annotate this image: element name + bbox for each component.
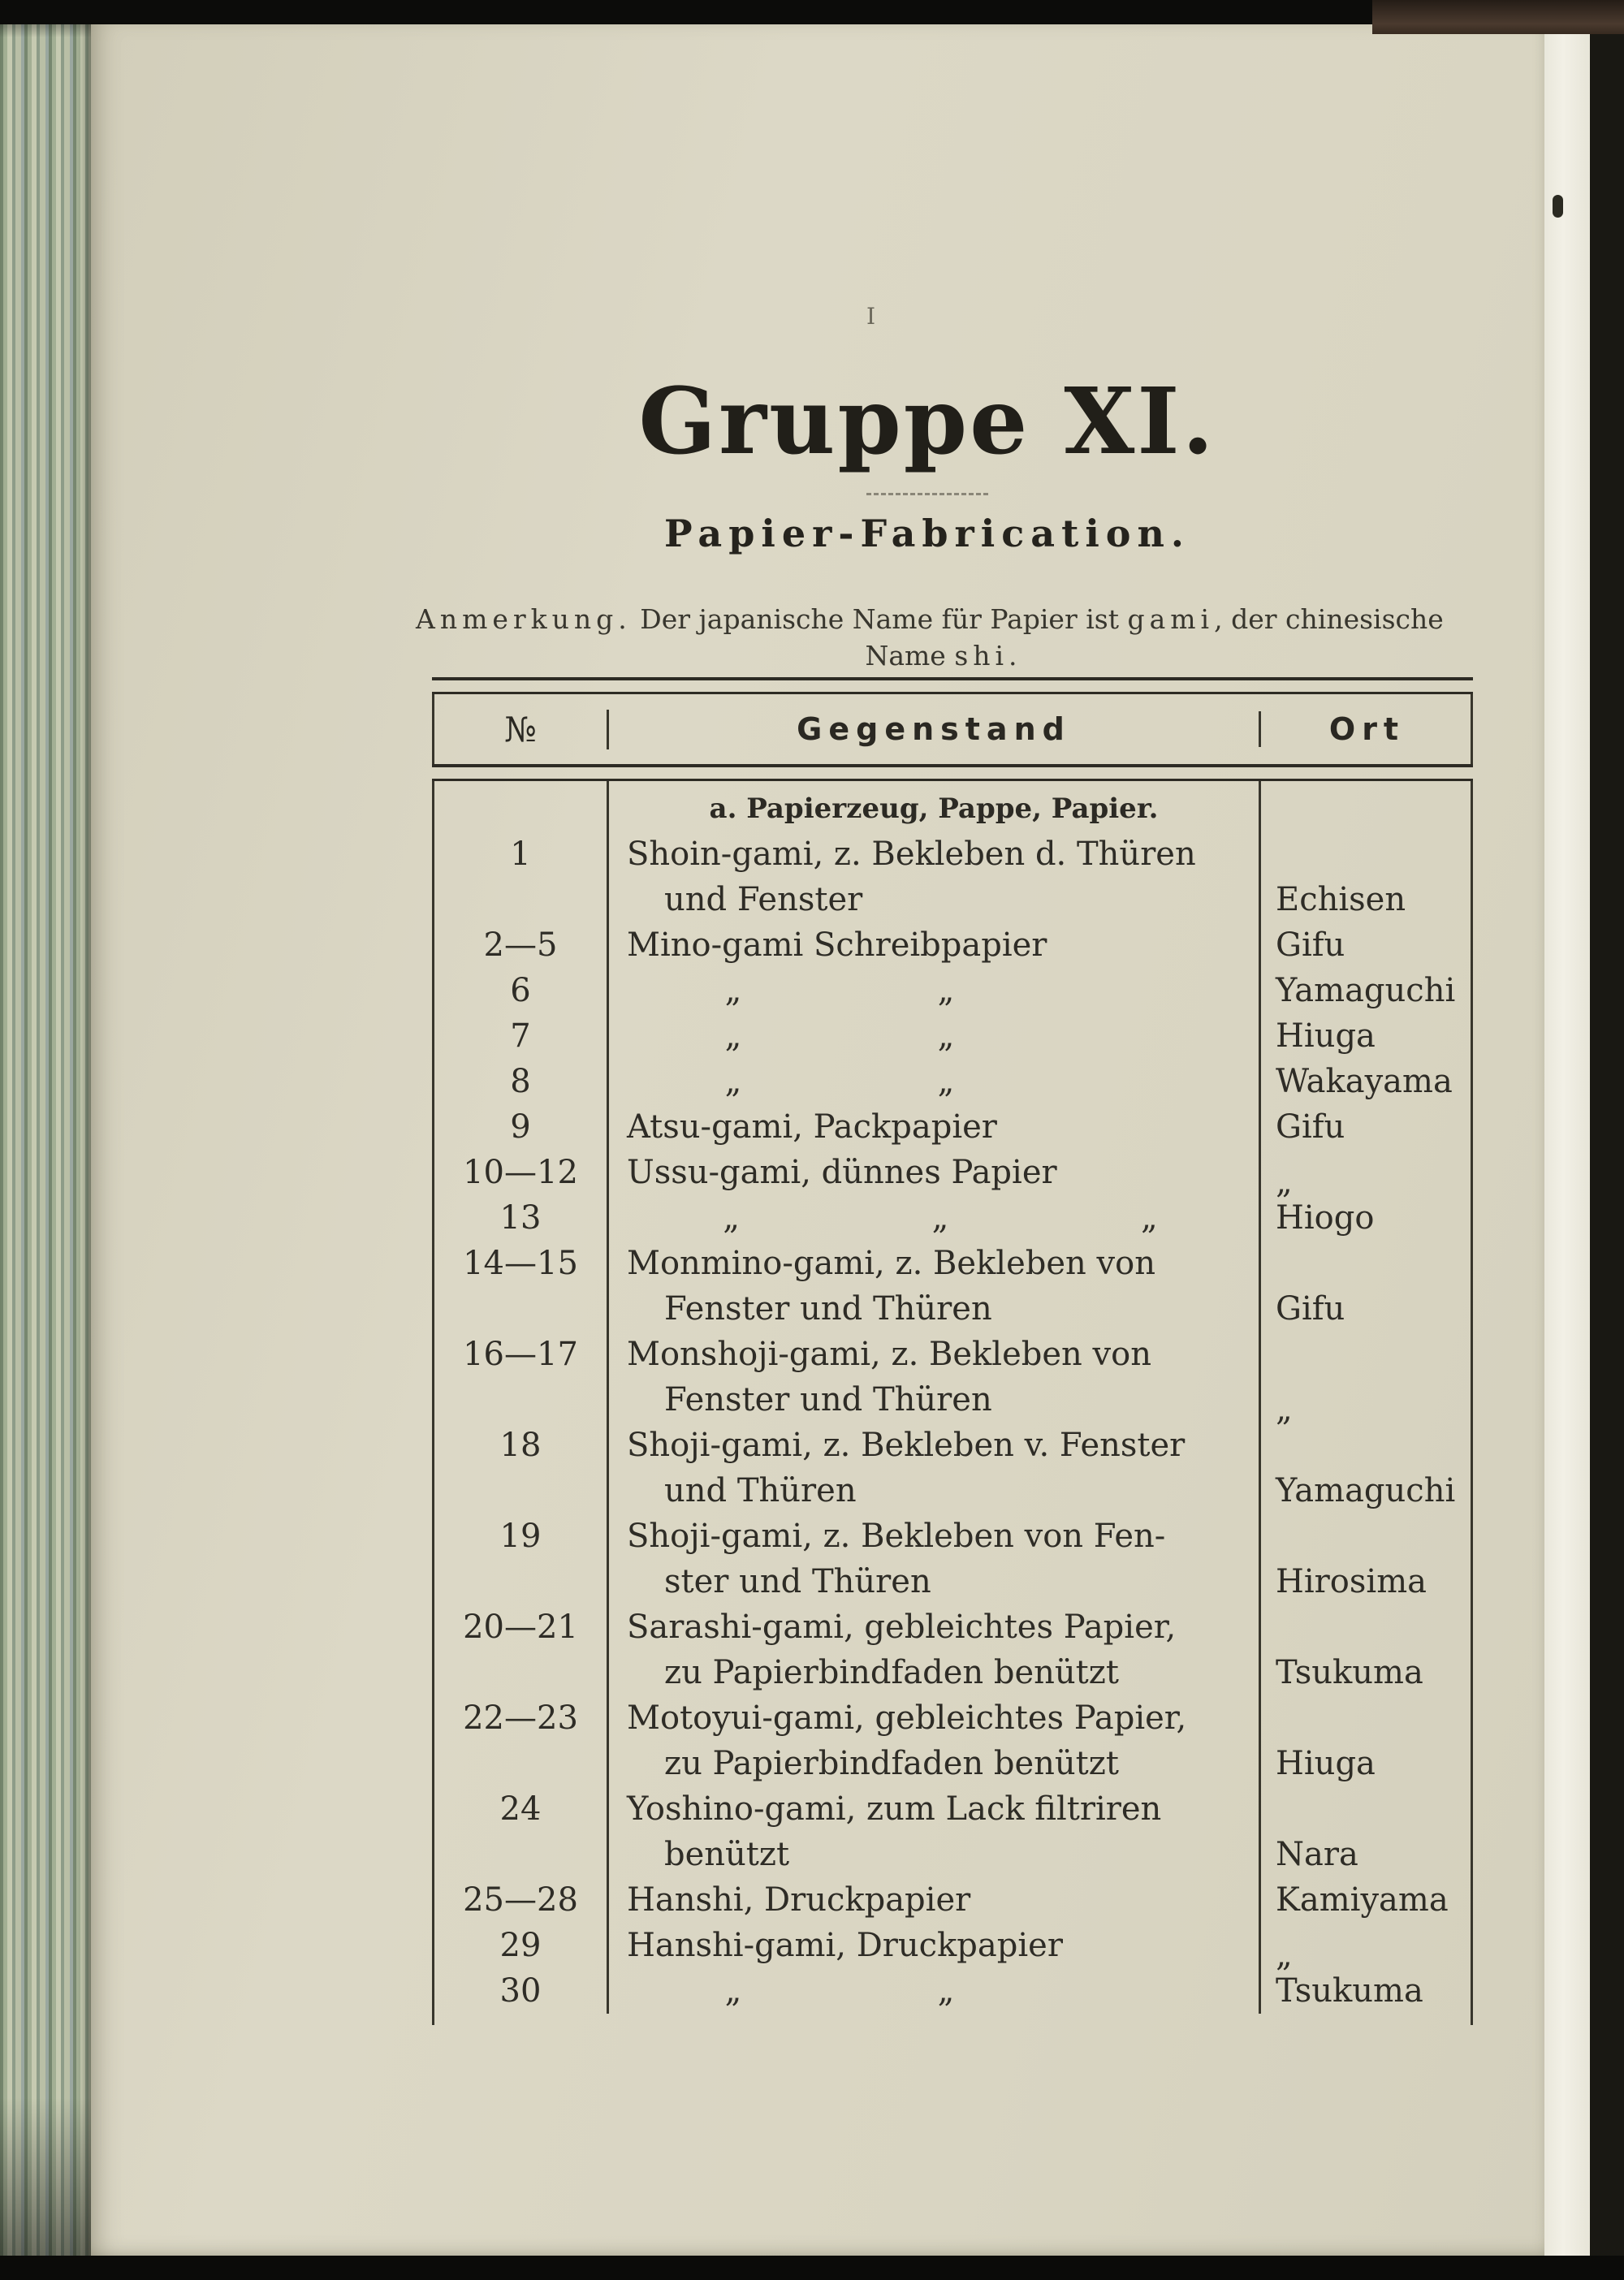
table-row [434,1059,1471,1104]
row-number: 18 [434,1423,609,1514]
row-ort [1261,831,1473,922]
table-header-row [432,694,1473,764]
item-line: Ussu-gami, dünnes Papier [627,1154,1057,1191]
row-number: 2—5 [434,922,609,968]
row-number: 24 [434,1786,609,1877]
table-row [434,831,1471,922]
ort-value: Gifu [1276,1108,1345,1146]
item-line: und Thüren [664,1472,857,1509]
next-page-edge [1544,0,1592,2280]
ditto-marks [627,1195,1254,1241]
row-number: 13 [434,1195,609,1241]
note-label: Anmerkung. [416,603,632,635]
column-header-gegenstand: Gegenstand [609,711,1261,747]
ditto-mark: „ [1276,1164,1293,1201]
scan-edge-right [1590,0,1624,2280]
row-number: 20—21 [434,1604,609,1695]
row-number: 1 [434,831,609,922]
item-line: Fenster und Thüren [664,1290,992,1328]
table-row [434,1786,1471,1877]
table-row [434,1877,1471,1923]
book-page-edges-left [0,0,91,2280]
page-paper [91,23,1546,2257]
row-ort [1261,1695,1473,1786]
item-line: Hanshi, Druckpapier [627,1881,971,1919]
ort-value: Gifu [1276,1290,1345,1328]
row-number: 14—15 [434,1241,609,1332]
row-item [609,1604,1261,1695]
table-row [434,1923,1471,1974]
item-line: ster und Thüren [664,1563,931,1600]
print-artifact: I [866,303,876,330]
row-ort [1261,1423,1473,1514]
row-item [609,1695,1261,1786]
row-item [609,1195,1261,1241]
item-line: Sarashi-gami, gebleichtes Papier, [627,1609,1177,1646]
ditto-mark: „ [937,1017,955,1055]
table-row [434,1195,1471,1241]
row-ort [1261,1332,1473,1428]
item-line: zu Papierbindfaden benützt [664,1654,1119,1691]
ditto-marks [627,1013,1254,1059]
row-ort [1261,1786,1473,1877]
note-term-gami: gami [1127,603,1215,635]
ditto-mark: „ [723,1199,741,1237]
row-item [609,1786,1261,1877]
row-item [609,1150,1261,1195]
double-rule-header-bottom [432,764,1473,781]
item-line: Mino-gami Schreibpapier [627,926,1047,964]
row-item [609,1332,1261,1423]
item-line: Shoji-gami, z. Bekleben v. Fenster [627,1427,1186,1464]
ditto-mark: „ [937,1972,955,2010]
ditto-mark: „ [724,1017,742,1055]
note-text: Der japanische Name für Papier ist [631,603,1128,635]
ditto-marks [627,1059,1254,1104]
table-row [434,1104,1471,1150]
row-ort [1261,1968,1473,2014]
row-number: 16—17 [434,1332,609,1423]
table-row [434,1604,1471,1695]
item-line: Shoin-gami, z. Bekleben d. Thüren [627,836,1196,873]
ditto-marks [627,1968,1254,2014]
section-heading: a. Papierzeug, Pappe, Papier. [609,781,1261,831]
item-line: Monshoji-gami, z. Bekleben von [627,1336,1151,1373]
item-line: Motoyui-gami, gebleichtes Papier, [627,1699,1187,1737]
ort-value: Hiuga [1276,1745,1376,1782]
ort-value: Tsukuma [1276,1654,1423,1691]
row-number: 7 [434,1013,609,1059]
row-ort [1261,1604,1473,1695]
item-line: Fenster und Thüren [664,1381,992,1419]
table-row [434,1332,1471,1428]
section-spacer [434,781,609,831]
annotation-note [416,601,1471,674]
row-number: 10—12 [434,1150,609,1195]
table-row [434,968,1471,1013]
ditto-marks [627,968,1254,1013]
row-item [609,1241,1261,1332]
table-row [434,1150,1471,1201]
item-line: zu Papierbindfaden benützt [664,1745,1119,1782]
ditto-mark: „ [1276,1391,1293,1428]
note-line-1 [416,601,1471,637]
ort-value: Wakayama [1276,1063,1453,1100]
ditto-mark: „ [931,1199,949,1237]
paper-products-table [432,677,1473,2025]
row-item [609,1968,1261,2014]
table-row [434,1695,1471,1786]
row-number: 25—28 [434,1877,609,1923]
row-item [609,1514,1261,1604]
row-item [609,1059,1261,1104]
ditto-mark: „ [937,1063,955,1100]
note-term-shi: shi. [954,640,1022,671]
row-number: 9 [434,1104,609,1150]
item-line: Shoji-gami, z. Bekleben von Fen- [627,1518,1166,1555]
row-ort [1261,1877,1473,1923]
ort-value: Yamaguchi [1276,1472,1456,1509]
ort-value: Nara [1276,1836,1358,1873]
row-number: 8 [434,1059,609,1104]
row-ort [1261,1241,1473,1332]
row-item [609,1104,1261,1150]
row-ort [1261,1923,1473,1974]
row-item [609,1423,1261,1514]
ort-value: Echisen [1276,881,1406,918]
ort-value: Tsukuma [1276,1972,1423,2010]
ort-value: Hiogo [1276,1199,1375,1237]
row-number: 30 [434,1968,609,2014]
item-line: und Fenster [664,881,863,918]
row-ort [1261,968,1473,1013]
ort-value: Gifu [1276,926,1345,964]
row-item [609,1923,1261,1968]
ditto-mark: „ [724,972,742,1009]
book-cover-corner [1372,0,1624,34]
item-line: Monmino-gami, z. Bekleben von [627,1245,1155,1282]
table-row [434,1241,1471,1332]
section-spacer [1261,781,1473,831]
row-item [609,1013,1261,1059]
table-row [434,1013,1471,1059]
double-rule-top [432,677,1473,694]
row-ort [1261,1514,1473,1604]
table-section-row [434,781,1471,831]
row-ort [1261,1195,1473,1241]
table-row [434,1423,1471,1514]
ditto-mark: „ [1276,1937,1293,1974]
table-row [434,922,1471,968]
scan-edge-bottom [0,2256,1624,2280]
ditto-mark: „ [724,1063,742,1100]
note-text-end: , der chinesische [1214,603,1444,635]
table-row [434,1968,1471,2014]
note-line-2 [416,637,1471,674]
row-number: 6 [434,968,609,1013]
ditto-mark: „ [1140,1199,1158,1237]
dashed-divider [866,493,988,495]
row-item [609,831,1261,922]
row-ort [1261,1059,1473,1104]
row-item [609,1877,1261,1923]
item-line: Hanshi-gami, Druckpapier [627,1927,1063,1964]
ditto-mark: „ [937,972,955,1009]
page-headings [400,369,1455,556]
row-ort [1261,1104,1473,1150]
ort-value: Kamiyama [1276,1881,1449,1919]
ort-value: Hiuga [1276,1017,1376,1055]
row-item [609,922,1261,968]
item-line: Yoshino-gami, zum Lack filtriren [627,1790,1162,1828]
column-header-number: № [434,710,609,749]
item-line: Atsu-gami, Packpapier [627,1108,997,1146]
row-ort [1261,922,1473,968]
table-row [434,1514,1471,1604]
table-body [432,781,1473,2025]
row-number: 19 [434,1514,609,1604]
note-text-2: Name [865,640,955,671]
row-ort [1261,1150,1473,1201]
section-subtitle: Papier-Fabrication. [664,512,1190,556]
column-header-ort: Ort [1328,711,1406,747]
row-number: 29 [434,1923,609,1968]
group-title: Gruppe XI. [638,369,1216,475]
item-line: benützt [664,1836,790,1873]
row-ort [1261,1013,1473,1059]
ditto-mark: „ [724,1972,742,2010]
row-item [609,968,1261,1013]
ort-value: Yamaguchi [1276,972,1456,1009]
ort-value: Hirosima [1276,1563,1427,1600]
row-number: 22—23 [434,1695,609,1786]
edge-mark [1553,195,1563,218]
